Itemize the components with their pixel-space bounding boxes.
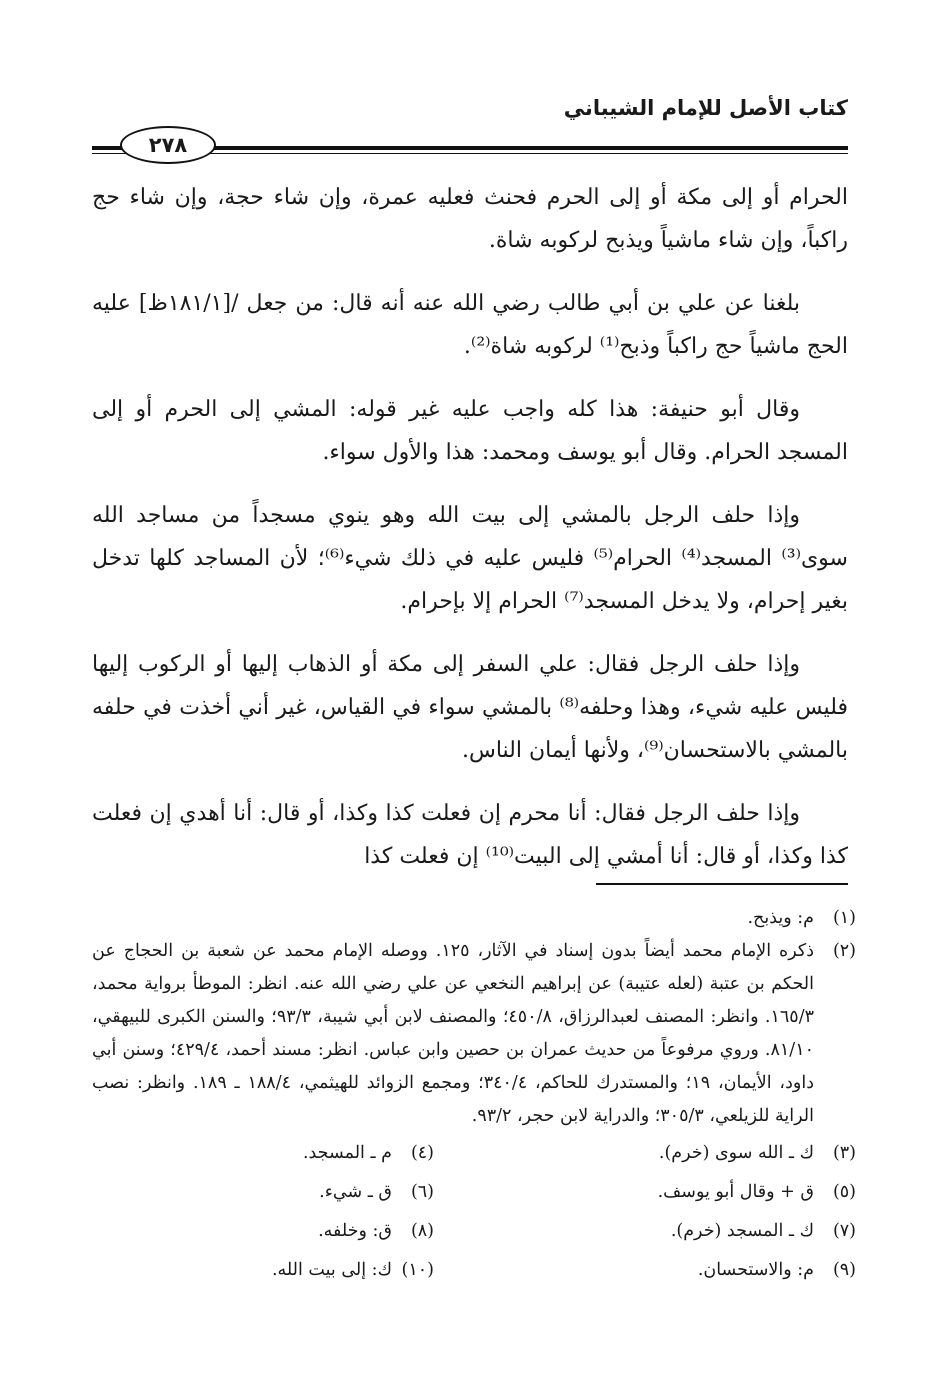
footnote-text: ذكره الإمام محمد أيضاً بدون إسناد في الآثار، ١٢٥. ووصله الإمام محمد عن شعبة بن الحجاج عن الحكم بن عتبة (لعله عتيبة) عن إبراهيم النخعي عن علي رضي الله عنه. انظر: الموطأ برواية محمد، ١٦٥/٣. وانظر: المصنف لعبدالرزاق، ٤٥٠/٨؛ والمصنف لابن أبي شيبة، ٩٣/٣؛ والسنن الكبرى للبيهقي، ٨١/١٠. وروي مرفوعاً من حديث عمران بن حصين وابن عباس. انظر: مسند أحمد، ٤٢٩/٤؛ وسنن أبي داود، الأيمان، ١٩؛ والمستدرك للحاكم، ٣٤٠/٤؛ ومجمع الزوائد للهيثمي، ١٨٨/٤ ـ ١٨٩. وانظر: نصب الراية للزيلعي، ٣٠٥/٣؛ والدراية لابن حجر، ٩٣/٢. — [92, 941, 814, 1126]
footnote — [474, 1254, 856, 1287]
footnote — [92, 1215, 474, 1248]
footnote — [474, 1215, 856, 1248]
footnote-text: ك ـ الله سوى (خرم). — [658, 1143, 814, 1163]
paragraph: وإذا حلف الرجل بالمشي إلى بيت الله وهو ينوي مسجداً من مساجد الله سوى⁽³⁾ المسجد⁽⁴⁾ الحرام⁽⁵⁾ فليس عليه في ذلك شيء⁽⁶⁾؛ لأن المساجد كلها تدخل بغير إحرام، ولا يدخل المسجد⁽⁷⁾ الحرام إلا بإحرام. — [92, 503, 848, 614]
footnote-number: (١) — [832, 908, 856, 928]
footnote — [92, 935, 856, 1133]
footnote-text: ق + وقال أبو يوسف. — [657, 1182, 814, 1202]
footnote-number: (٨) — [410, 1221, 434, 1241]
footnote-number: (٥) — [832, 1182, 856, 1202]
footnote-number: (٦) — [410, 1182, 434, 1202]
footnote-divider — [596, 883, 848, 885]
footnote-text: ك: إلى بيت الله. — [271, 1260, 392, 1280]
footnote — [92, 1176, 474, 1209]
footnote — [474, 1137, 856, 1170]
paragraph: وإذا حلف الرجل فقال: علي السفر إلى مكة أو الذهاب إليها أو الركوب إليها فليس عليه شيء، وهذا وحلفه⁽⁸⁾ بالمشي سواء في القياس، غير أني أخذت في حلفه بالمشي بالاستحسان⁽⁹⁾، ولأنها أيمان الناس. — [92, 652, 848, 763]
footnotes — [92, 902, 856, 1287]
footnote-text: م: والاستحسان. — [697, 1260, 814, 1280]
footnote-text: م: ويذبح. — [747, 908, 814, 928]
paragraph: وقال أبو حنيفة: هذا كله واجب عليه غير قوله: المشي إلى الحرم أو إلى المسجد الحرام. وقال أبو يوسف ومحمد: هذا والأول سواء. — [92, 397, 848, 465]
footnote-text: ق ـ شيء. — [319, 1182, 392, 1202]
footnote-number: (٧) — [832, 1221, 856, 1241]
footnote-number: (١٠) — [401, 1260, 434, 1280]
page-number: ٢٧٨ — [120, 126, 216, 164]
body-text — [92, 176, 848, 898]
paragraph: وإذا حلف الرجل فقال: أنا محرم إن فعلت كذا وكذا، أو قال: أنا أهدي إن فعلت كذا وكذا، أو قال: أنا أمشي إلى البيت⁽¹⁰⁾ إن فعلت كذا — [92, 801, 848, 869]
footnote — [92, 1137, 474, 1170]
footnote-text: ق: وخلفه. — [318, 1221, 392, 1241]
footnote-text: ك ـ المسجد (خرم). — [670, 1221, 814, 1241]
footnote-grid — [92, 1137, 856, 1287]
paragraph: الحرام أو إلى مكة أو إلى الحرم فحنث فعليه عمرة، وإن شاء حجة، وإن شاء حج راكباً، وإن شاء ماشياً ويذبح لركوبه شاة. — [92, 185, 848, 253]
footnote — [92, 902, 856, 935]
footnote — [474, 1176, 856, 1209]
book-title: كتاب الأصل للإمام الشيباني — [563, 96, 848, 120]
footnote-number: (٢) — [832, 941, 856, 961]
footnote-text: م ـ المسجد. — [302, 1143, 392, 1163]
footnote-number: (٩) — [832, 1260, 856, 1280]
footnote — [92, 1254, 474, 1287]
footnote-number: (٣) — [832, 1143, 856, 1163]
paragraph: بلغنا عن علي بن أبي طالب رضي الله عنه أنه قال: من جعل /[١٨١/١ظ] عليه الحج ماشياً حج راكباً وذبح⁽¹⁾ لركوبه شاة⁽²⁾. — [92, 291, 848, 359]
footnote-number: (٤) — [410, 1143, 434, 1163]
